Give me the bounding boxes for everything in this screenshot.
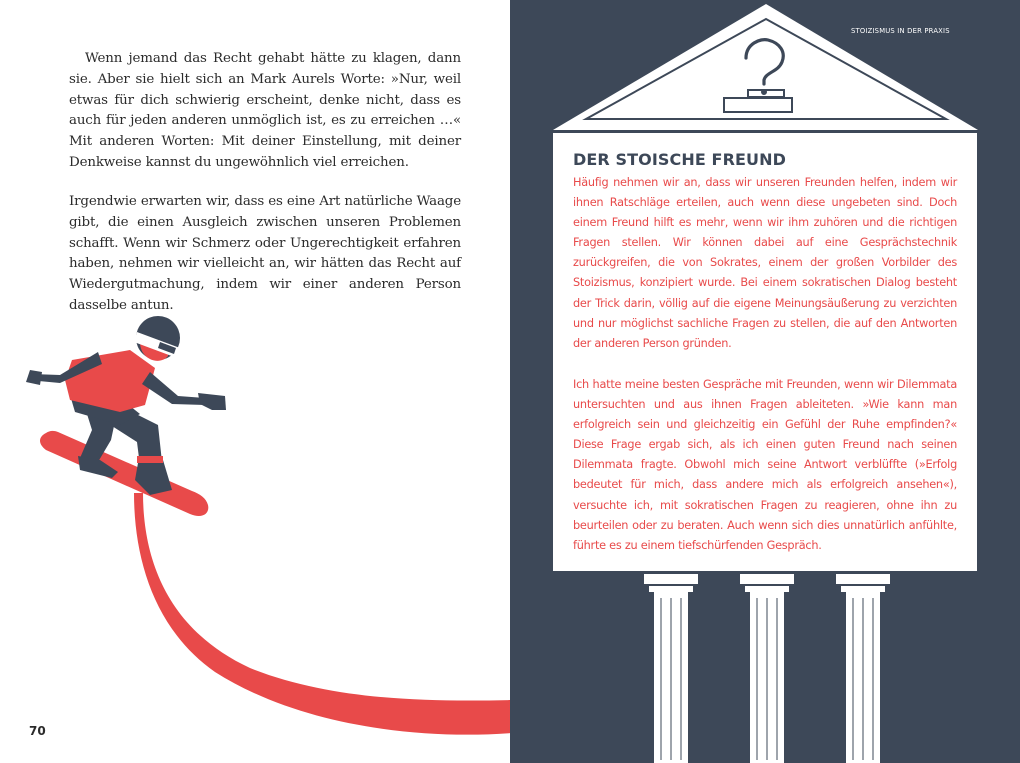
box-paragraph-2: Ich hatte meine besten Gespräche mit Freunden, wenn wir Dilemmata untersuchten und aus ihnen Fragen ableiteten. »Wie kann man erfolgreich sein und gleichzeitig ein Gefühl der Ruhe empfinden?« Diese Frage ergab sich, als ich einen guten Freund nach seinen Dilemmata fragte. Obwohl mich seine Antwort verblüffte (»Erfolg bedeutet für mich, dass andere mich als erfolgreich ansehen«), versuchte ich, mit sokratischen Fragen zu reagieren, ohne ihn zu beurteilen oder zu beraten. Auch wenn sich dies unnatürlich anfühlte, führte es zu einem tiefschürfenden Gespräch. <box>573 378 957 552</box>
front-hand <box>198 393 226 410</box>
body-paragraph-2: Irgendwie erwarten wir, dass es eine Art natürliche Waage gibt, die einen Ausgleich zwischen unseren Problemen schafft. Wenn wir Schmerz oder Ungerechtigkeit erfahren haben, nehmen wir vielleicht an, wir hätten das Recht auf Wiedergutmachung, indem wir einer anderen Person dasselbe antun. <box>69 194 461 313</box>
box-title: DER STOISCHE FREUND <box>573 150 786 169</box>
box-paragraph-1: Häufig nehmen wir an, dass wir unseren Freunden helfen, indem wir ihnen Ratschläge erteilen, auch wenn diese ungebeten sind. Doch einem Freund hilft es mehr, wenn wir ihm zuhören und die richtigen Fragen stellen. Wir können dabei auf eine Gesprächstechnik zurückgreifen, die von Sokrates, einem der großen Vorbilder des Stoizismus, konzipiert wurde. Bei einem sokratischen Dialog besteht der Trick darin, völlig auf die eigene Meinungsäußerung zu verzichten und nur möglichst sachliche Fragen zu stellen, die auf den Antworten der anderen Person gründen. <box>573 176 957 350</box>
body-paragraph-1: Wenn jemand das Recht gehabt hätte zu klagen, dann sie. Aber sie hielt sich an Mark Aurels Worte: »Nur, weil etwas für dich schwierig erscheint, denke nicht, dass es auch für jeden anderen unmöglich ist, es zu erreichen …« Mit anderen Worten: Mit deiner Einstellung, mit deiner Denkweise kannst du ungewöhnlich viel erreichen. <box>69 51 461 170</box>
snowboard <box>40 431 208 516</box>
page-number: 70 <box>29 724 46 738</box>
back-hand <box>26 370 42 385</box>
front-arm <box>142 372 205 405</box>
running-header: STOIZISMUS IN DER PRAXIS <box>851 27 950 35</box>
right-page <box>510 0 1020 763</box>
snowboard-trail <box>134 493 510 735</box>
